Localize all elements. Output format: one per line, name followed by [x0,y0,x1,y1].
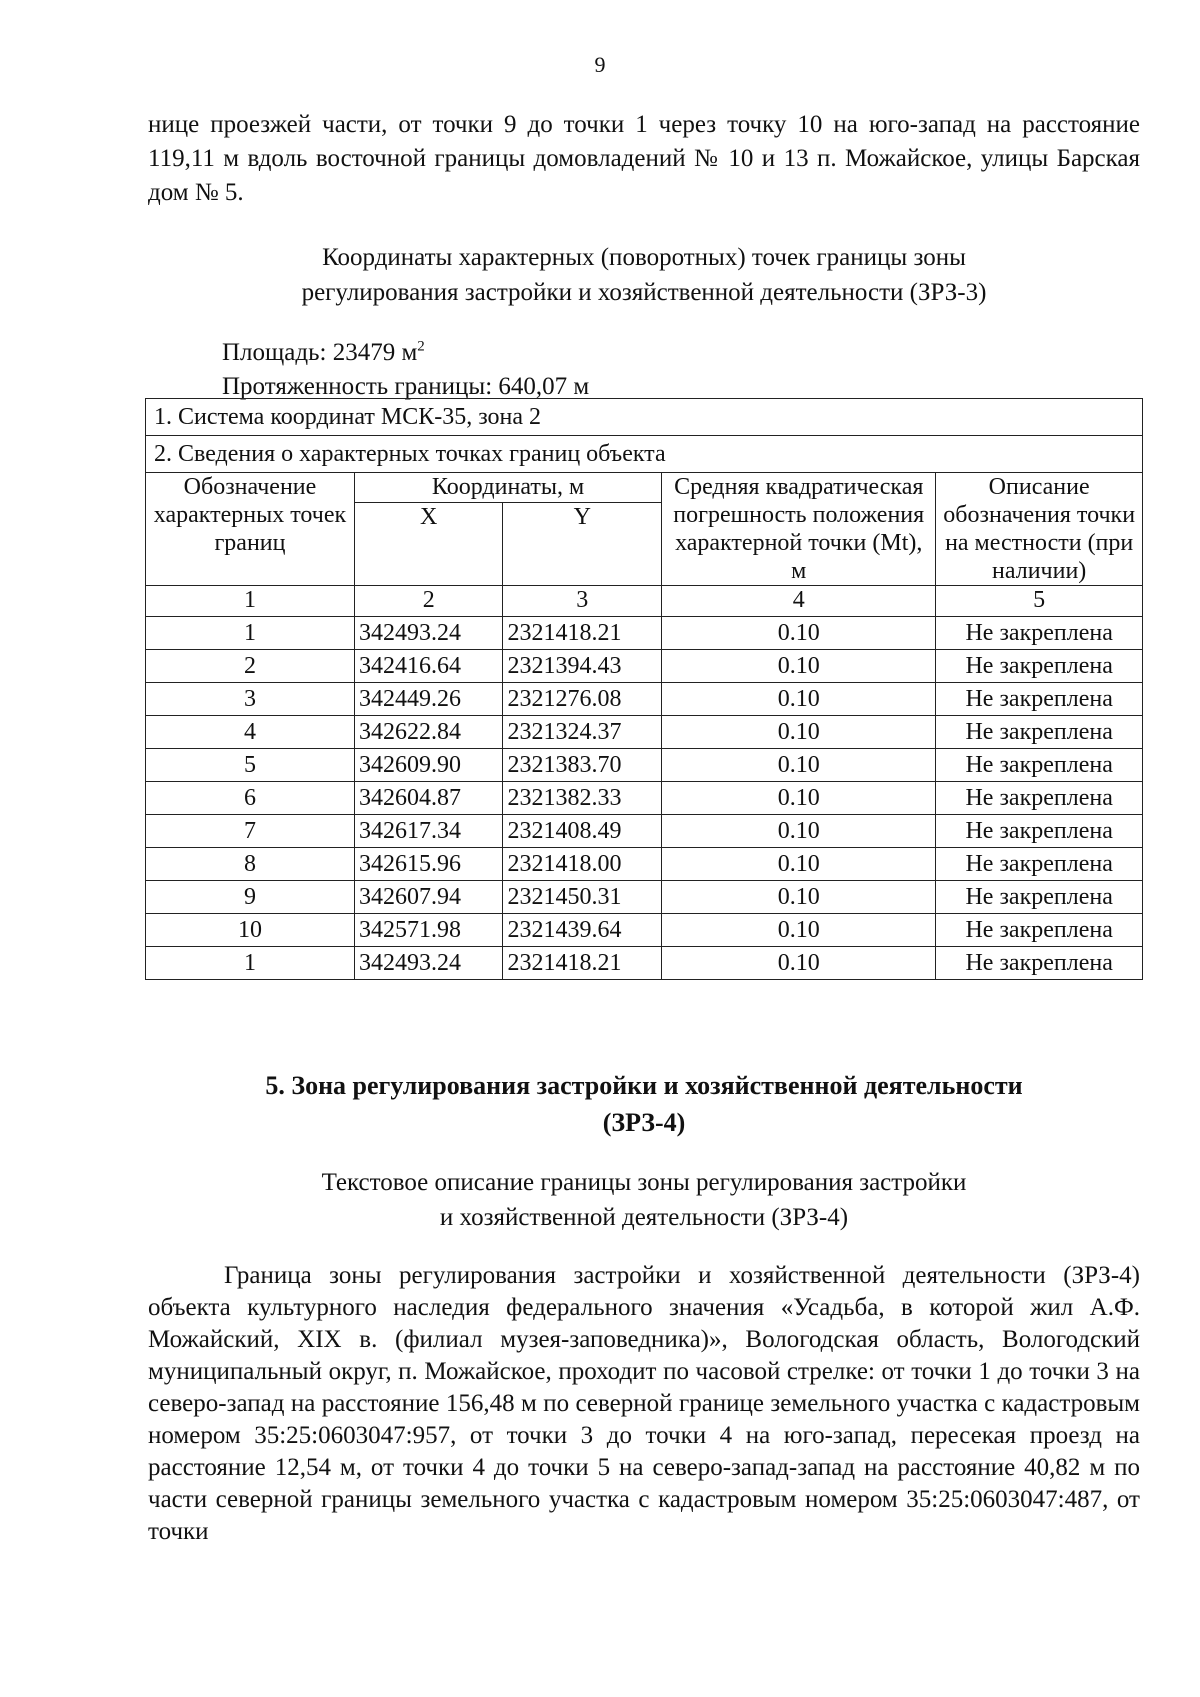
page-number: 9 [594,52,606,77]
error-cell: 0.10 [662,947,936,980]
zrz4-paragraph: Граница зоны регулирования застройки и хозяйственной деятельности (ЗРЗ-4) объекта культурного наследия федерального значения «Усадьба, в которой жил А.Ф. Можайский, XIX в. (филиал музея-заповедника)», Вологодская область, Вологодский муниципальный округ, п. Можайское, проходит по часовой стрелке: от точки 1 до точки 3 на северо-запад на расстояние 156,48 м по северной границе земельного участка с кадастровым номером 35:25:0603047:957, от точки 3 до точки 4 на юго-запад, пересекая проезд на расстояние 12,54 м, от точки 4 до точки 5 на северо-запад-запад на расстояние 40,82 м по части северной границы земельного участка с кадастровым номером 35:25:0603047:487, от точки [148,1262,1140,1545]
info-cell: 2. Сведения о характерных точках границ объекта [146,436,1143,473]
section-5-title [148,1067,1140,1141]
table-row [146,716,1143,749]
point-cell: 3 [146,683,355,716]
point-cell: 1 [146,617,355,650]
x-cell: 342622.84 [354,716,503,749]
y-cell: 2321418.00 [503,848,662,881]
desc-cell: Не закреплена [936,749,1143,782]
header-desc: Описание обозначения точки на местности (при наличии) [936,473,1143,586]
area-superscript: 2 [417,338,425,355]
column-number: 3 [503,586,662,617]
error-cell: 0.10 [662,782,936,815]
header-point: Обозначение характерных точек границ [146,473,355,586]
header-coords: Координаты, м [354,473,661,503]
coordinates-table [145,398,1143,980]
table-header-row [146,473,1143,503]
error-cell: 0.10 [662,650,936,683]
point-cell: 4 [146,716,355,749]
y-cell: 2321382.33 [503,782,662,815]
y-cell: 2321276.08 [503,683,662,716]
x-cell: 342449.26 [354,683,503,716]
table-row [146,617,1143,650]
error-cell: 0.10 [662,881,936,914]
zrz3-heading-line1: Координаты характерных (поворотных) точек границы зоны [322,244,966,271]
error-cell: 0.10 [662,848,936,881]
table-row [146,749,1143,782]
table-row [146,782,1143,815]
error-cell: 0.10 [662,683,936,716]
area-label [222,338,425,368]
y-cell: 2321408.49 [503,815,662,848]
desc-cell: Не закреплена [936,815,1143,848]
point-cell: 8 [146,848,355,881]
desc-cell: Не закреплена [936,947,1143,980]
point-cell: 6 [146,782,355,815]
x-cell: 342571.98 [354,914,503,947]
boundary-length-label: Протяженность границы: 640,07 м [222,373,590,400]
desc-cell: Не закреплена [936,683,1143,716]
zrz3-heading-line2: регулирования застройки и хозяйственной деятельности (ЗРЗ-3) [301,279,987,306]
point-cell: 10 [146,914,355,947]
header-y: Y [503,503,662,586]
error-cell: 0.10 [662,749,936,782]
desc-cell: Не закреплена [936,914,1143,947]
x-cell: 342604.87 [354,782,503,815]
header-x: X [354,503,503,586]
y-cell: 2321418.21 [503,947,662,980]
x-cell: 342493.24 [354,947,503,980]
column-number: 2 [354,586,503,617]
point-cell: 2 [146,650,355,683]
desc-cell: Не закреплена [936,848,1143,881]
error-cell: 0.10 [662,716,936,749]
x-cell: 342416.64 [354,650,503,683]
error-cell: 0.10 [662,617,936,650]
table-column-numbers [146,586,1143,617]
y-cell: 2321324.37 [503,716,662,749]
x-cell: 342607.94 [354,881,503,914]
table-row [146,815,1143,848]
table-row [146,914,1143,947]
error-cell: 0.10 [662,914,936,947]
desc-cell: Не закреплена [936,881,1143,914]
table-row [146,650,1143,683]
y-cell: 2321418.21 [503,617,662,650]
column-number: 1 [146,586,355,617]
desc-cell: Не закреплена [936,782,1143,815]
desc-cell: Не закреплена [936,716,1143,749]
column-number: 5 [936,586,1143,617]
point-cell: 5 [146,749,355,782]
table-row [146,683,1143,716]
table-row [146,848,1143,881]
error-cell: 0.10 [662,815,936,848]
point-cell: 7 [146,815,355,848]
column-number: 4 [662,586,936,617]
x-cell: 342493.24 [354,617,503,650]
x-cell: 342615.96 [354,848,503,881]
point-cell: 9 [146,881,355,914]
y-cell: 2321394.43 [503,650,662,683]
zrz3-heading [148,240,1140,310]
table-system-row [146,399,1143,436]
point-cell: 1 [146,947,355,980]
y-cell: 2321439.64 [503,914,662,947]
system-cell: 1. Система координат МСК-35, зона 2 [146,399,1143,436]
header-error: Средняя квадратическая погрешность положения характерной точки (Mt), м [662,473,936,586]
table-info-row [146,436,1143,473]
section-5-title-line2: (ЗРЗ-4) [602,1108,686,1137]
y-cell: 2321383.70 [503,749,662,782]
x-cell: 342617.34 [354,815,503,848]
desc-cell: Не закреплена [936,617,1143,650]
table-row [146,881,1143,914]
zrz4-subheading-line2: и хозяйственной деятельности (ЗРЗ-4) [439,1204,849,1231]
x-cell: 342609.90 [354,749,503,782]
intro-paragraph: нице проезжей части, от точки 9 до точки 1 через точку 10 на юго-запад на расстояние 119,11 м вдоль восточной границы домовладений № 10 и 13 п. Можайское, улицы Барская дом № 5. [148,111,1140,206]
y-cell: 2321450.31 [503,881,662,914]
zrz4-subheading-line1: Текстовое описание границы зоны регулирования застройки [321,1169,967,1196]
zrz4-subheading [148,1165,1140,1235]
section-5-title-line1: 5. Зона регулирования застройки и хозяйственной деятельности [265,1071,1023,1100]
desc-cell: Не закреплена [936,650,1143,683]
table-row [146,947,1143,980]
area-text: Площадь: 23479 м [222,339,418,366]
